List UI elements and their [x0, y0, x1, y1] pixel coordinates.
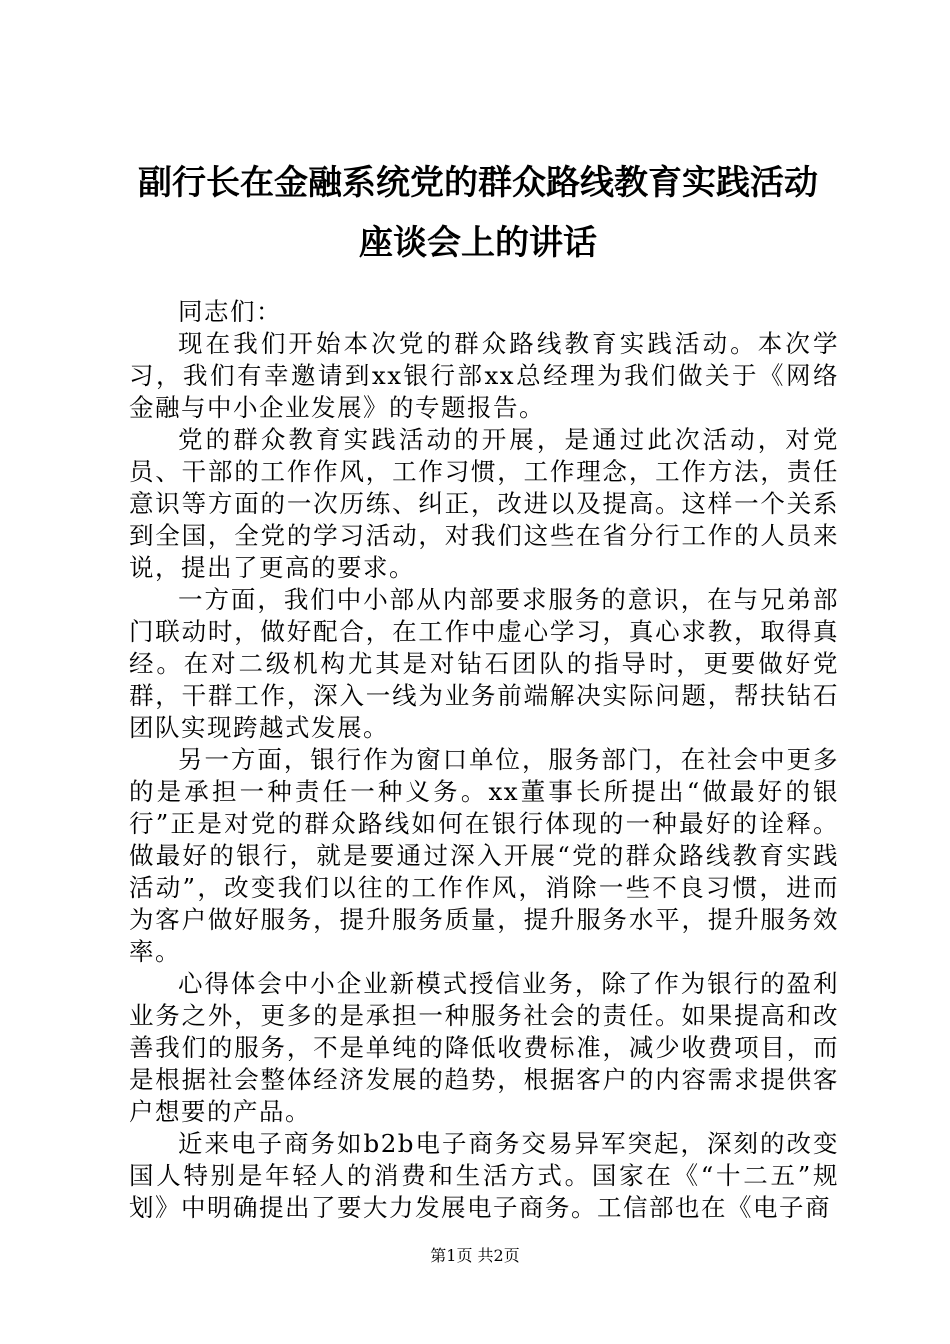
document-body: [129, 296, 839, 1224]
document-title-line-2: 座谈会上的讲话: [359, 223, 597, 263]
body-paragraph: 一方面，我们中小部从内部要求服务的意识，在与兄弟部门联动时，做好配合，在工作中虚心学习，真心求教，取得真经。在对二级机构尤其是对钻石团队的指导时，更要做好党群，干群工作，深入一线为业务前端解决实际问题，帮扶钻石团队实现跨越式发展。: [129, 585, 839, 742]
body-paragraph: 心得体会中小企业新模式授信业务，除了作为银行的盈利业务之外，更多的是承担一种服务社会的责任。如果提高和改善我们的服务，不是单纯的降低收费标准，减少收费项目，而是根据社会整体经济发展的趋势，根据客户的内容需求提供客户想要的产品。: [129, 969, 839, 1126]
salutation: 同志们：: [178, 297, 282, 326]
document-title-line-1: 副行长在金融系统党的群众路线教育实践活动: [138, 163, 818, 203]
body-paragraph: 党的群众教育实践活动的开展，是通过此次活动，对党员、干部的工作作风，工作习惯，工作理念，工作方法，责任意识等方面的一次历练、纠正，改进以及提高。这样一个关系到全国，全党的学习活动，对我们这些在省分行工作的人员来说，提出了更高的要求。: [129, 425, 839, 582]
body-paragraph: 另一方面，银行作为窗口单位，服务部门，在社会中更多的是承担一种责任一种义务。xx董事长所提出“做最好的银行”正是对党的群众路线如何在银行体现的一种最好的诠释。做最好的银行，就是要通过深入开展“党的群众路线教育实践活动”，改变我们以往的工作作风，消除一些不良习惯，进而为客户做好服务，提升服务质量，提升服务水平，提升服务效率。: [129, 745, 839, 966]
body-paragraph: 近来电子商务如b2b电子商务交易异军突起，深刻的改变国人特别是年轻人的消费和生活方式。国家在《“十二五”规划》中明确提出了要大力发展电子商务。工信部也在《电子商: [129, 1129, 839, 1222]
page-footer: 第1页 共2页: [430, 1246, 520, 1265]
body-paragraph: 现在我们开始本次党的群众路线教育实践活动。本次学习，我们有幸邀请到xx银行部xx总经理为我们做关于《网络金融与中小企业发展》的专题报告。: [129, 329, 839, 422]
